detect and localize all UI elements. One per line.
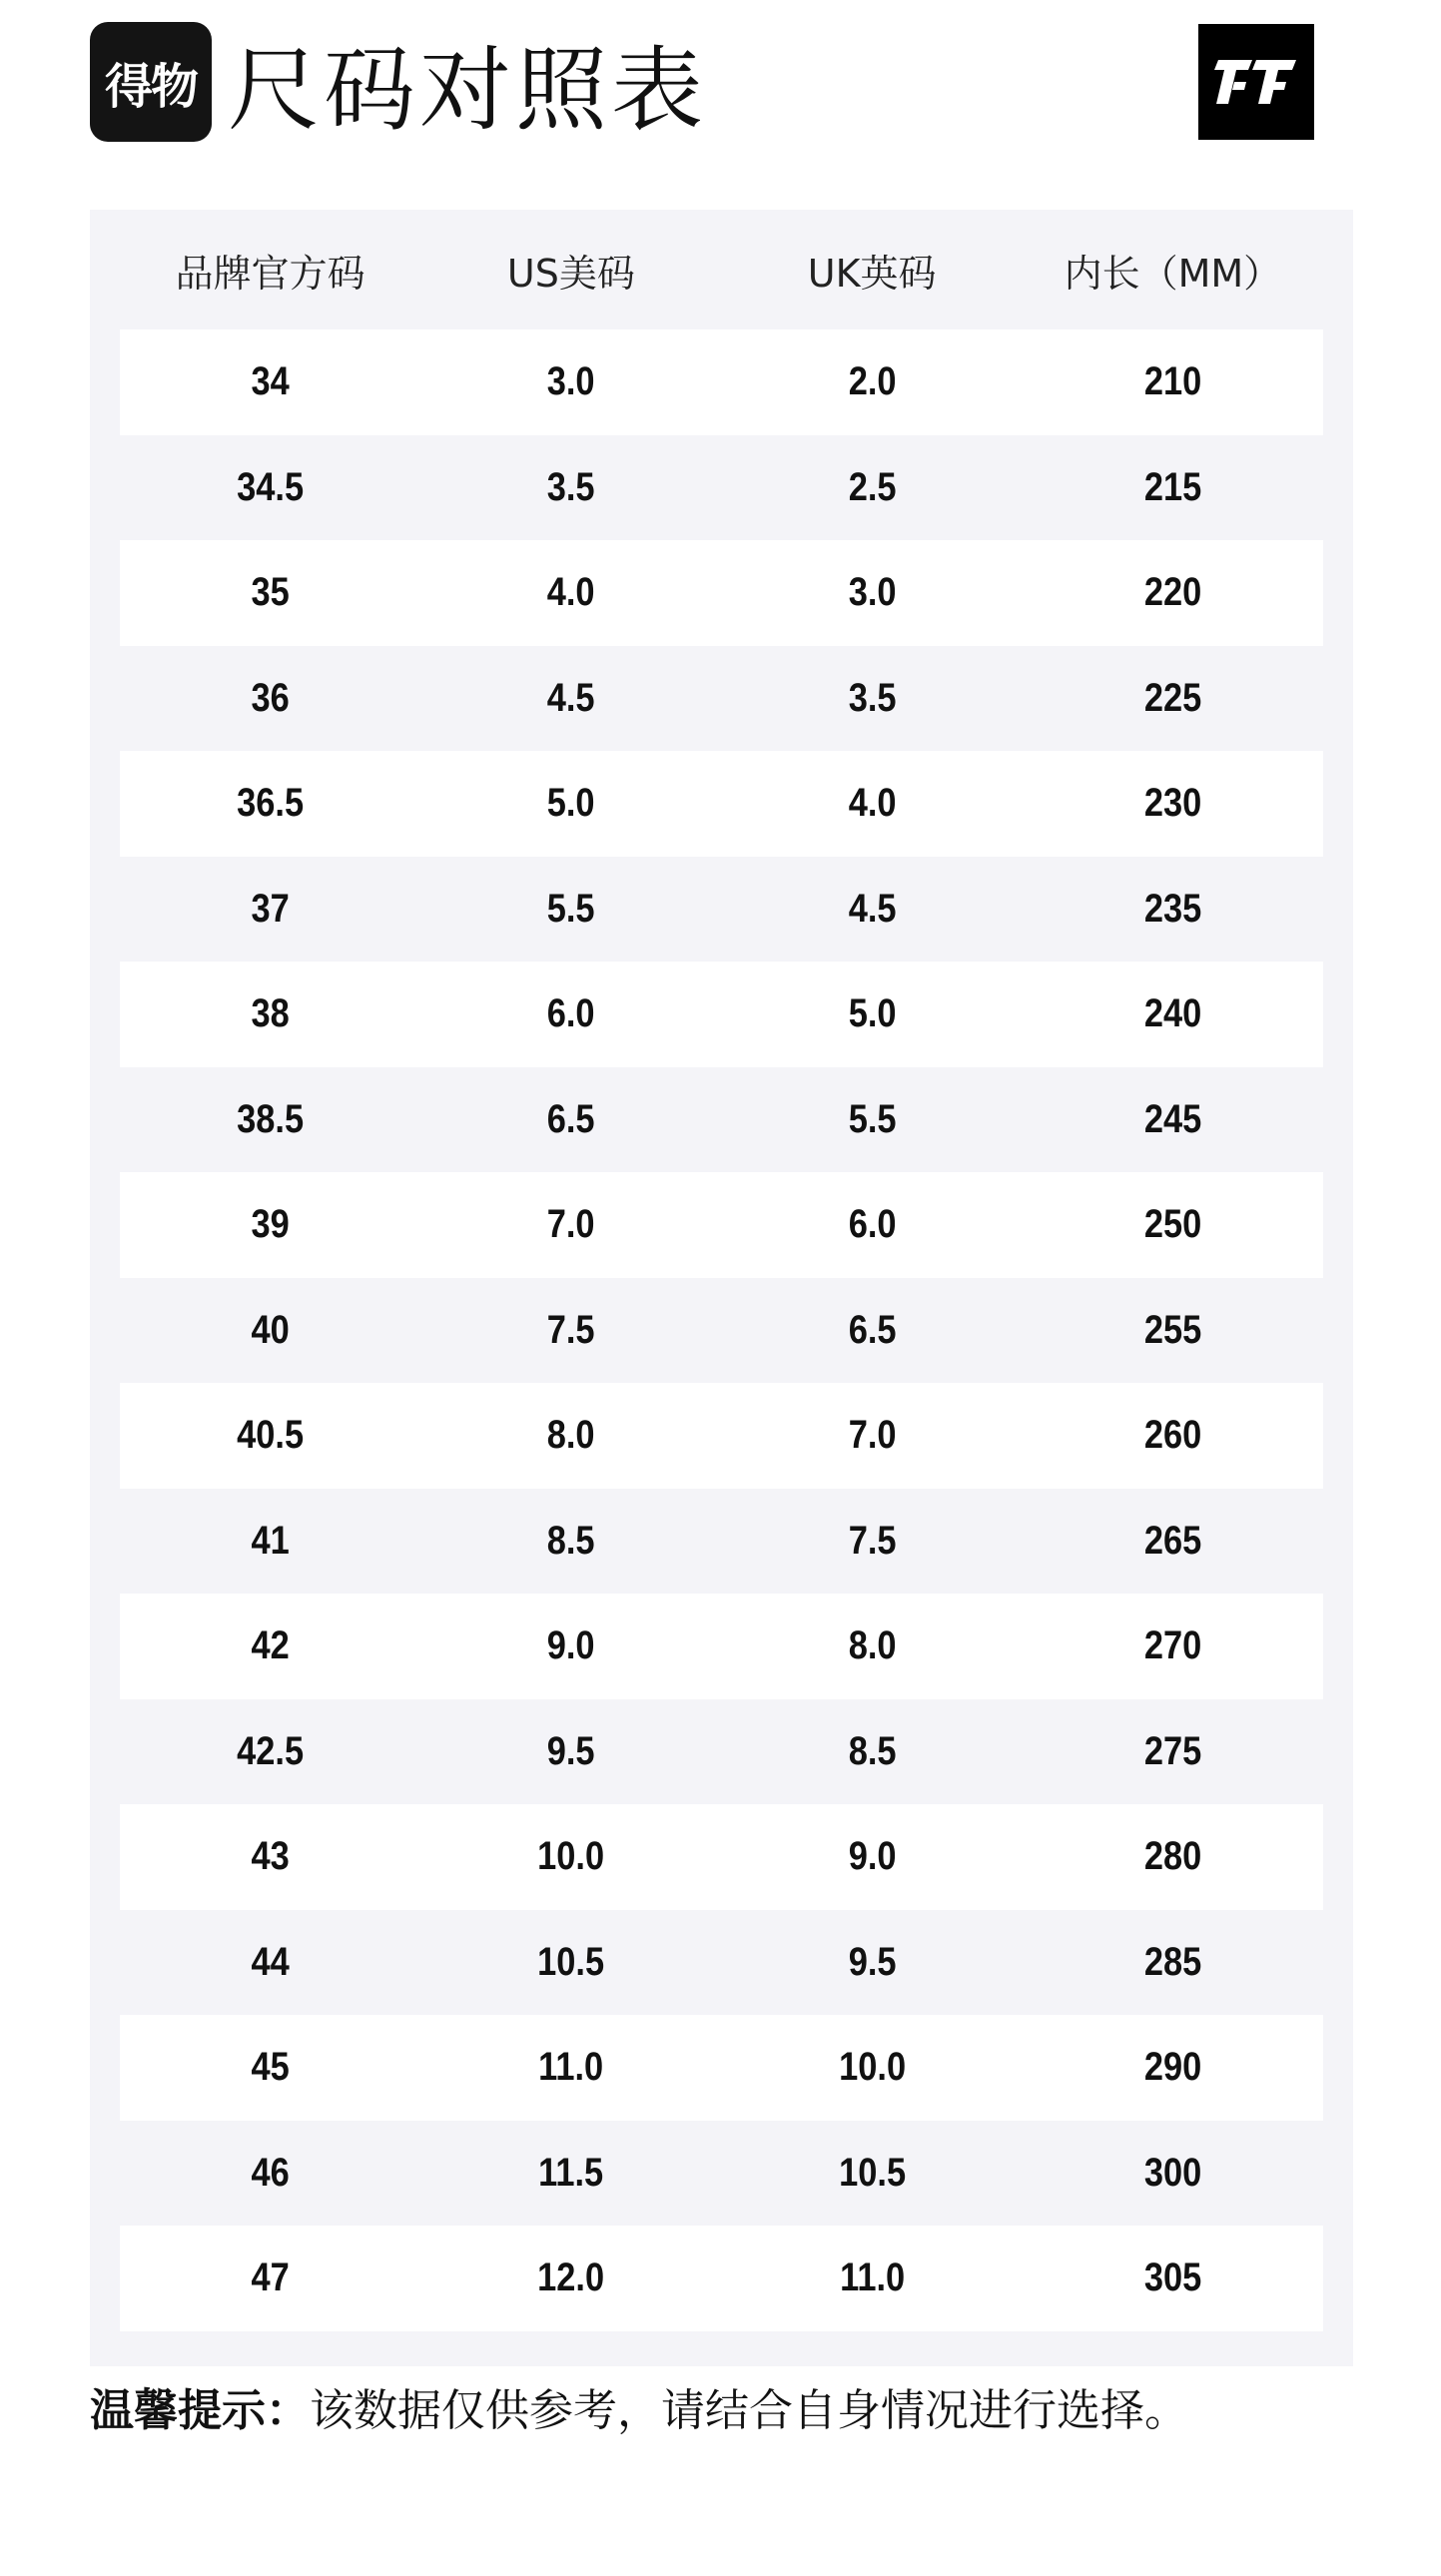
cell-uk-size: 5.0	[848, 991, 897, 1036]
cell-inner-length: 215	[1143, 464, 1202, 509]
cell-inner-length: 280	[1143, 1834, 1202, 1879]
cell-us-size: 10.0	[537, 1834, 605, 1879]
cell-uk-size: 5.5	[848, 1096, 897, 1141]
cell-uk-size: 8.5	[848, 1728, 897, 1773]
cell-inner-length: 245	[1143, 1096, 1202, 1141]
cell-us-size: 10.5	[537, 1939, 605, 1984]
column-header-uk-size: UK英码	[807, 251, 937, 296]
table-row	[120, 1489, 1323, 1595]
cell-us-size: 6.5	[546, 1096, 595, 1141]
cell-inner-length: 225	[1143, 675, 1202, 720]
cell-inner-length: 285	[1143, 1939, 1202, 1984]
cell-inner-length: 270	[1143, 1623, 1202, 1668]
cell-brand-size: 38.5	[237, 1096, 305, 1141]
table-row	[120, 1699, 1323, 1805]
table-row	[120, 751, 1323, 857]
cell-uk-size: 3.5	[848, 675, 897, 720]
app-logo-text: 得物	[104, 58, 197, 115]
table-row	[120, 1172, 1323, 1278]
cell-uk-size: 9.0	[848, 1834, 897, 1879]
cell-us-size: 9.5	[546, 1728, 595, 1773]
cell-uk-size: 8.0	[848, 1623, 897, 1668]
cell-inner-length: 265	[1143, 1518, 1202, 1563]
cell-brand-size: 34	[251, 359, 290, 404]
cell-us-size: 8.5	[546, 1518, 595, 1563]
cell-brand-size: 38	[251, 991, 290, 1036]
cell-uk-size: 3.0	[848, 570, 897, 615]
cell-inner-length: 220	[1143, 570, 1202, 615]
cell-us-size: 5.0	[546, 781, 595, 826]
cell-us-size: 7.0	[546, 1202, 595, 1247]
tip-text: 该数据仅供参考，请结合自身情况进行选择。	[310, 2385, 1188, 2436]
header	[0, 0, 1441, 180]
cell-brand-size: 37	[251, 886, 290, 931]
cell-brand-size: 41	[251, 1518, 290, 1563]
cell-uk-size: 10.0	[838, 2045, 906, 2090]
table-row	[120, 1594, 1323, 1699]
cell-us-size: 7.5	[546, 1307, 595, 1352]
brand-mark-icon	[1198, 24, 1314, 140]
cell-uk-size: 6.5	[848, 1307, 897, 1352]
cell-brand-size: 36	[251, 675, 290, 720]
table-row	[120, 2121, 1323, 2227]
column-header-inner-length: 内长（MM）	[1064, 251, 1282, 296]
cell-uk-size: 10.5	[838, 2150, 906, 2195]
cell-uk-size: 2.5	[848, 464, 897, 509]
cell-uk-size: 7.5	[848, 1518, 897, 1563]
table-row	[120, 540, 1323, 646]
cell-uk-size: 9.5	[848, 1939, 897, 1984]
cell-uk-size: 4.5	[848, 886, 897, 931]
cell-us-size: 4.0	[546, 570, 595, 615]
cell-brand-size: 40	[251, 1307, 290, 1352]
cell-brand-size: 42	[251, 1623, 290, 1668]
cell-us-size: 5.5	[546, 886, 595, 931]
cell-brand-size: 43	[251, 1834, 290, 1879]
brand-mark-svg	[1198, 24, 1314, 140]
table-row	[120, 1910, 1323, 2016]
page-title: 尺码对照表	[228, 37, 708, 144]
cell-uk-size: 6.0	[848, 1202, 897, 1247]
cell-brand-size: 44	[251, 1939, 290, 1984]
cell-us-size: 9.0	[546, 1623, 595, 1668]
size-table	[90, 210, 1353, 2366]
cell-us-size: 11.0	[538, 2045, 604, 2090]
cell-us-size: 11.5	[538, 2150, 604, 2195]
cell-brand-size: 39	[251, 1202, 290, 1247]
cell-brand-size: 42.5	[237, 1728, 305, 1773]
app-logo	[90, 22, 212, 142]
column-header-us-size: US美码	[506, 251, 635, 296]
cell-brand-size: 40.5	[237, 1413, 305, 1458]
cell-inner-length: 255	[1143, 1307, 1202, 1352]
table-header	[120, 210, 1323, 329]
table-row	[120, 2015, 1323, 2121]
cell-inner-length: 260	[1143, 1413, 1202, 1458]
tip-note	[90, 2376, 1188, 2446]
cell-brand-size: 34.5	[237, 464, 305, 509]
cell-inner-length: 250	[1143, 1202, 1202, 1247]
table-row	[120, 329, 1323, 435]
cell-uk-size: 4.0	[848, 781, 897, 826]
column-header-brand-size: 品牌官方码	[175, 251, 365, 296]
cell-brand-size: 47	[251, 2255, 290, 2300]
table-row	[120, 857, 1323, 963]
table-body	[120, 329, 1323, 2331]
cell-brand-size: 35	[251, 570, 290, 615]
cell-us-size: 8.0	[546, 1413, 595, 1458]
cell-us-size: 3.0	[546, 359, 595, 404]
table-row	[120, 435, 1323, 541]
cell-inner-length: 240	[1143, 991, 1202, 1036]
table-row	[120, 1383, 1323, 1489]
cell-us-size: 12.0	[537, 2255, 605, 2300]
table-row	[120, 646, 1323, 752]
table-row	[120, 962, 1323, 1067]
cell-uk-size: 7.0	[848, 1413, 897, 1458]
cell-inner-length: 210	[1143, 359, 1202, 404]
cell-uk-size: 11.0	[839, 2255, 905, 2300]
cell-us-size: 3.5	[546, 464, 595, 509]
table-row	[120, 1804, 1323, 1910]
cell-inner-length: 290	[1143, 2045, 1202, 2090]
cell-inner-length: 300	[1143, 2150, 1202, 2195]
table-row	[120, 1067, 1323, 1173]
tip-label: 温馨提示：	[90, 2385, 310, 2436]
table-row	[120, 2226, 1323, 2331]
table-row	[120, 1278, 1323, 1384]
cell-us-size: 6.0	[546, 991, 595, 1036]
cell-us-size: 4.5	[546, 675, 595, 720]
cell-inner-length: 305	[1143, 2255, 1202, 2300]
cell-brand-size: 46	[251, 2150, 290, 2195]
cell-inner-length: 230	[1143, 781, 1202, 826]
cell-uk-size: 2.0	[848, 359, 897, 404]
cell-inner-length: 235	[1143, 886, 1202, 931]
cell-inner-length: 275	[1143, 1728, 1202, 1773]
cell-brand-size: 45	[251, 2045, 290, 2090]
cell-brand-size: 36.5	[237, 781, 305, 826]
